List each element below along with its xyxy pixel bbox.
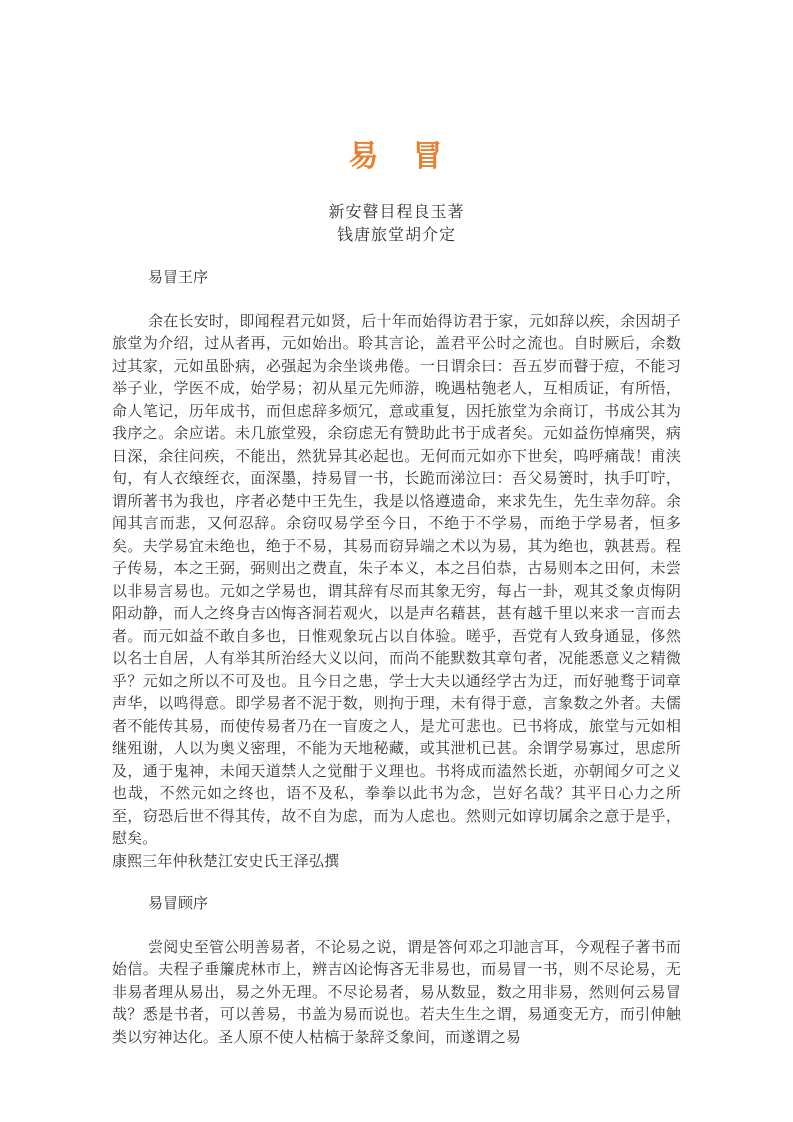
gu-preface-heading: 易冒顾序 — [148, 896, 209, 912]
wang-preface-paragraph: 余在长安时，即闻程君元如贤，后十年而始得访君于家，元如辞以疾，余因胡子旅堂为介绍，过从者再，元如始出。聆其言论，盖君平公时之流也。自时厥后，余数过其家，元如虽卧病，必强起为余坐谈弗倦。一日谓余曰：吾五岁而瞽于痘，不能习举子业，学医不成，始学易；初从星元先师游，晚遇枯匏老人，互相质证，有所悟，命人笔记，历年成书，而但虑辞多烦冗，意或重复，因托旅堂为余商订，书成公其为我序之。余应诺。未几旅堂殁，余窃虑无有赞助此书于成者矣。元如益伤悼痛哭，病日深，余往问疾，不能出，然犹异其必起也。无何而元如亦下世矣，呜呼痛哉！甫浃旬，有人衣缞绖衣，面深墨，持易冒一书，长跪而涕泣曰：吾父易箦时，执手叮咛，谓所著书为我也，序者必楚中王先生，我是以恪遵遗命，来求先生，先生幸勿辞。余闻其言而悲，又何忍辞。余窃叹易学至今日，不绝于不学易，而绝于学易者，恒多矣。夫学易宜未绝也，绝于不易，其易而窃异端之术以为易，其为绝也，孰甚焉。程子传易，本之王弼，弼则出之费直，朱子本义，本之吕伯恭，古易则本之田何，未尝以非易言易也。元如之学易也，谓其辞有尽而其象无穷，每占一卦，观其爻象贞悔阴阳动静，而人之终身吉凶悔吝洞若观火，以是声名藉甚，甚有越千里以来求一言而去者。而元如益不敢自多也，日惟观象玩占以自体验。嗟乎，吾党有人致身通显，侈然以名士自居，人有举其所治经大义以问，而尚不能默数其章句者，况能悉意义之精微乎？元如之所以不可及也。且今日之患，学士大夫以通经学古为迂，而好驰骛于词章声华，以鸣得意。即学易者不泥于数，则拘于理，未有得于意，言象数之外者。夫儒者不能传其易，而使传易者乃在一盲废之人，是尤可悲也。已书将成，旅堂与元如相继殂谢，人以为奥义密理，不能为天地秘藏，或其泄机已甚。余谓学易寡过，思虑所及，通于鬼神，未闻天道禁人之觉酣于义理也。书将成而溘然长逝，亦朝闻夕可之义也哉，不然元如之终也，语不及私，拳拳以此书为念，岂好名哉？其平日心力之所至，窃恐后世不得其传，故不自为虑，而为人虑也。然则元如谆切属余之意于是乎，慰矣。 — [112, 313, 681, 847]
wang-preface-heading: 易冒王序 — [148, 270, 209, 286]
section-gu-preface — [112, 893, 681, 1049]
section-wang-preface — [112, 267, 681, 873]
byline-editor: 钱唐旅堂胡介定 — [336, 227, 456, 244]
byline-author: 新安瞽目程良玉著 — [328, 204, 465, 221]
wang-preface-signature: 康熙三年仲秋楚江安史氏王泽弘撰 — [112, 853, 340, 870]
document-title: 易 冒 — [348, 140, 445, 173]
gu-preface-paragraph: 尝阅史至管公明善易者，不论易之说，谓是答何邓之卭訑言耳，今观程子著书而始信。夫程子垂簾虎林市上，辨吉凶论悔吝无非易也，而易冒一书，则不尽论易，无非易者理从易出，易之外无理。不尽论易者，易从数显，数之用非易，然则何云易冒哉？悉是书者，可以善易，书盖为易而说也。若夫生生之谓，易通变无方，而引伸触类以穷神达化。圣人原不使人枯槁于彖辞爻象间，而遂谓之易 — [112, 939, 681, 1046]
